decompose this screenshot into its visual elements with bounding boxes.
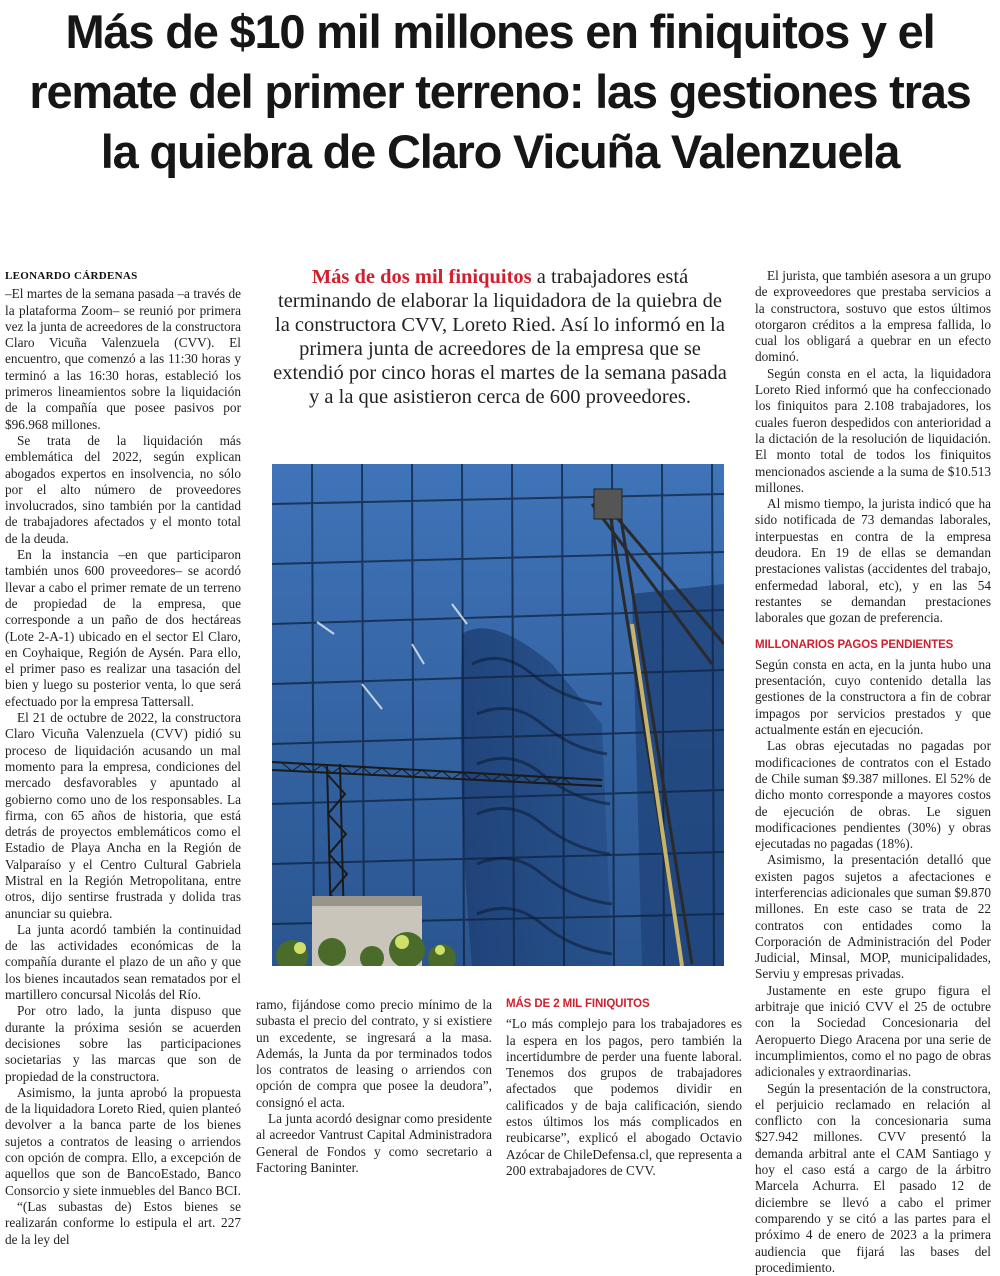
paragraph: El 21 de octubre de 2022, la constructora Claro Vicuña Valenzuela (CVV) pidió su proceso de liquidación acusando un mal momento para la empresa, condiciones del mercado desfavorables y apuntado al gobierno como uno de los responsables. La firma, con 65 años de historia, que está detrás de proyectos emblemáticos como el Estadio de Playa Ancha en la Región de Valparaíso y el Centro Cultural Gabriela Mistral en la Región Metropolitana, entre otros, dijo sentirse frustrada y dolida tras anunciar su quiebra. [5, 710, 241, 921]
paragraph: En la instancia –en que participaron también unos 600 proveedores– se acordó llevar a cabo el primer remate de un terreno de propiedad de la empresa, que corresponde a un paño de dos hectáreas (Lote 2-A-1) ubicado en el sector El Claro, en Coyhaique, Región de Aysén. Para ello, el primer paso es realizar una tasación del bien y luego su posterior venta, lo que será efectuado por la empresa Tattersall. [5, 547, 241, 709]
subhead-pagos-pendientes: MILLONARIOS PAGOS PENDIENTES [755, 638, 954, 651]
paragraph: Justamente en este grupo figura el arbitraje que inició CVV el 25 de octubre con la Sociedad Concesionaria del Aeropuerto Diego Aracena por una serie de incumplimientos, como el no pago de obras adicionales y extraordinarias. [755, 982, 991, 1080]
byline: LEONARDO CÁRDENAS [5, 270, 138, 282]
paragraph: Asimismo, la junta aprobó la propuesta de la liquidadora Loreto Ried, quien planteó devolver a la banca parte de los bienes sujetos a contratos de leasing o arriendos con opción de compra. Ello, a excepción de aquellos que son de BancoEstado, Banco Consorcio y siete inmuebles del Banco BCI. [5, 1084, 241, 1198]
paragraph: Se trata de la liquidación más emblemática del 2022, según explican abogados expertos en insolvencia, no sólo por el alto número de proveedores involucrados, sino también por la cantidad de trabajadores afectados y el monto total de la deuda. [5, 432, 241, 546]
paragraph: Al mismo tiempo, la jurista indicó que ha sido notificada de 73 demandas laborales, interpuestas en contra de la empresa deudora. En 19 de ellas se demandan prestaciones valistas (accidentes del trabajo, enfermedad laboral, etc), y en las 54 restantes se demandan prestaciones laborales que gozan de preferencia. [755, 496, 991, 626]
lead-text: a trabajadores está terminando de elaborar la liquidadora de la quiebra de la constructora CVV, Loreto Ried. Así lo informó en la primera junta de acreedores de la empresa que se extendió por cinco horas el martes de la semana pasada y a la que asistieron cerca de 600 proveedores. [273, 266, 727, 408]
column-2 [256, 997, 492, 1176]
paragraph: Por otro lado, la junta dispuso que durante la próxima sesión se acuerden decisiones sobre las participaciones societarias y las marcas que son de propiedad de la constructora. [5, 1003, 241, 1084]
column-1 [5, 268, 241, 1248]
paragraph: “(Las subastas de) Estos bienes se realizarán conforme lo estipula el art. 227 de la ley del [5, 1198, 241, 1247]
column-3 [506, 988, 742, 1179]
paragraph: –El martes de la semana pasada –a través de la plataforma Zoom– se reunió por primera vez la junta de acreedores de la constructora Claro Vicuña Valenzuela (CVV). El encuentro, que comenzó a las 11:30 horas y terminó a las 16:30 horas, estableció los primeros lineamientos sobre la liquidación de la compañía que posee pasivos por $96.968 millones. [5, 286, 241, 432]
paragraph: “Lo más complejo para los trabajadores es la espera en los pagos, pero también la incertidumbre de perder una fuente laboral. Tenemos dos grupos de trabajadores afectados que podemos dividir en calificados y de baja calificación, siendo estos últimos los más complicados en reubicarse”, explicó el abogado Octavio Azócar de ChileDefensa.cl, que representa a 200 extrabajadores de CVV. [506, 1016, 742, 1178]
lead-paragraph [272, 265, 728, 409]
paragraph: Según consta en el acta, la liquidadora Loreto Ried informó que ha confeccionado los finiquitos para 2.108 trabajadores, los cuales fueron despedidos con anterioridad a la dictación de la resolución de liquidación. El monto total de todos los finiquitos mencionados asciende a la suma de $10.513 millones. [755, 365, 991, 495]
paragraph: ramo, fijándose como precio mínimo de la subasta el precio del contrato, y si existiere un excedente, se ingresará a la masa. Además, la Junta da por terminados todos los contratos de leasing o arriendos con opción de compra que posee la deudora”, consignó el acta. [256, 997, 492, 1110]
glass-building-cranes-image [272, 464, 724, 966]
headline: Más de $10 mil millones en finiquitos y el remate del primer terreno: las gestiones tras la quiebra de Claro Vicuña Valenzuela [29, 5, 971, 178]
paragraph: La junta acordó también la continuidad de las actividades económicas de la compañía durante el plazo de un año y que los bienes incautados sean rematados por el martillero concursal Nicolás del Río. [5, 921, 241, 1003]
paragraph: Asimismo, la presentación detalló que existen pagos sujetos a afectaciones e interferencias adicionales que suman $9.870 millones. En este caso se trata de 22 contratos con entidades como la Corporación de Administración del Poder Judicial, Minsal, MOP, municipalidades, Serviu y empresas privadas. [755, 852, 991, 982]
building-photo [272, 464, 724, 966]
subhead-finiquitos: MÁS DE 2 MIL FINIQUITOS [506, 998, 650, 1010]
paragraph: La junta acordó designar como presidente al acreedor Vantrust Capital Administradora General de Fondos y como secretario a Factoring Baninter. [256, 1111, 492, 1175]
paragraph: Según la presentación de la constructora, el perjuicio reclamado en relación al conflicto con la concesionaria suma $27.942 millones. CVV presentó la demanda arbitral ante el CAM Santiago y hoy el caso está a cargo de la árbitro Marcela Achurra. El pasado 12 de diciembre se llevó a cabo el primer comparendo y se citó a las partes para el próximo 4 de enero de 2023 a la primera audiencia que fijará las bases del procedimiento. [755, 1080, 991, 1275]
lead-highlight: Más de dos mil finiquitos [311, 266, 532, 288]
paragraph: Según consta en acta, en la junta hubo una presentación, cuyo contenido detalla las gestiones de la constructora a fin de cobrar impagos por servicios prestados y que actualmente están en ejecución. [755, 656, 991, 738]
paragraph: El jurista, que también asesora a un grupo de exproveedores que prestaba servicios a la constructora, sostuvo que estos últimos otorgaron créditos a la empresa fallida, lo cual los obligará a quebrar en un efecto dominó. [755, 268, 991, 365]
column-4 [755, 268, 991, 1276]
paragraph: Las obras ejecutadas no pagadas por modificaciones de contratos con el Estado de Chile suman $9.387 millones. El 52% de dicho monto corresponde a mayores costos de ejecución de obras. Le siguen modificaciones pendientes (30%) y obras ejecutadas no pagadas (18%). [755, 738, 991, 852]
